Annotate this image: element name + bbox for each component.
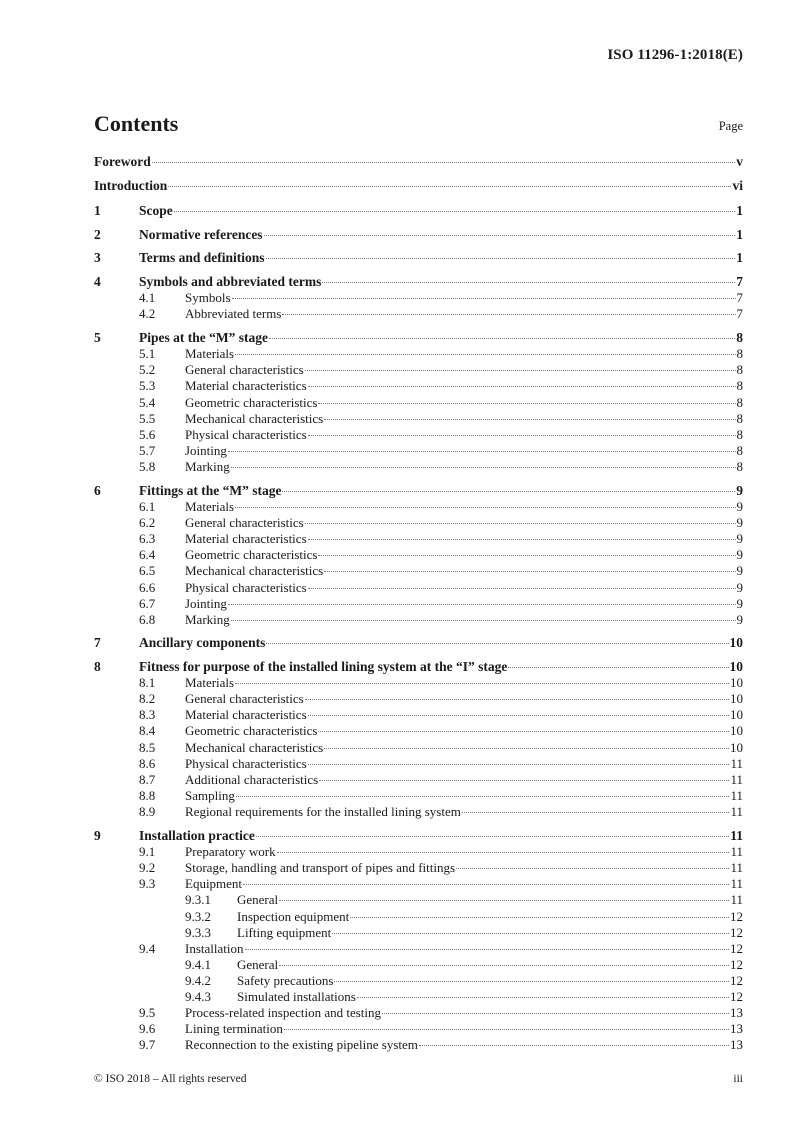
toc-entry-title[interactable]: Physical characteristics xyxy=(185,427,307,442)
toc-entry[interactable] xyxy=(94,772,743,788)
toc-entry-title[interactable]: Simulated installations xyxy=(237,989,356,1004)
dot-leader xyxy=(308,588,736,589)
toc-entry-title[interactable]: General characteristics xyxy=(185,691,304,706)
toc-entry-number: 5.4 xyxy=(139,395,156,410)
toc-entry[interactable] xyxy=(94,860,743,876)
dot-leader xyxy=(243,884,729,885)
toc-entry-page[interactable]: 8 xyxy=(736,459,743,474)
toc-entry[interactable] xyxy=(94,499,743,515)
toc-entry-title[interactable]: Foreword xyxy=(94,154,151,169)
toc-entry-title[interactable]: General characteristics xyxy=(185,515,304,530)
toc-entry[interactable] xyxy=(94,876,743,892)
copyright-footer: © ISO 2018 – All rights reserved xyxy=(94,1073,247,1085)
toc-entry-title[interactable]: Jointing xyxy=(185,596,227,611)
toc-entry-page[interactable]: 11 xyxy=(730,828,743,843)
dot-leader xyxy=(305,370,736,371)
toc-entry-number: 1 xyxy=(94,203,101,218)
toc-entry[interactable] xyxy=(94,290,743,306)
toc-entry[interactable] xyxy=(94,1005,743,1021)
dot-leader xyxy=(264,235,736,236)
dot-leader xyxy=(305,523,736,524)
toc-entry-number: 8 xyxy=(94,659,101,674)
toc-entry-number: 6.1 xyxy=(139,499,156,514)
dot-leader xyxy=(266,258,736,259)
toc-entry-number: 9.3.2 xyxy=(185,909,211,924)
toc-entry-title[interactable]: Pipes at the “M” stage xyxy=(139,330,268,345)
toc-entry-number: 6.5 xyxy=(139,563,156,578)
toc-entry-title[interactable]: Geometric characteristics xyxy=(185,547,318,562)
dot-leader xyxy=(235,354,735,355)
dot-leader xyxy=(308,435,736,436)
toc-entry-number: 8.7 xyxy=(139,772,156,787)
toc-entry[interactable] xyxy=(94,330,743,346)
dot-leader xyxy=(236,796,730,797)
toc-entry-title[interactable]: Physical characteristics xyxy=(185,756,307,771)
toc-entry[interactable] xyxy=(94,227,743,243)
dot-leader xyxy=(235,507,735,508)
dot-leader xyxy=(284,1029,729,1030)
toc-entry-title[interactable]: Sampling xyxy=(185,788,235,803)
toc-entry-number: 8.6 xyxy=(139,756,156,771)
toc-entry-number: 9.3.1 xyxy=(185,892,211,907)
toc-entry-page[interactable]: 8 xyxy=(736,427,743,442)
toc-entry-title[interactable]: Abbreviated terms xyxy=(185,306,282,321)
dot-leader xyxy=(319,780,729,781)
toc-entry-page[interactable]: 10 xyxy=(729,635,743,650)
toc-entry-title[interactable]: Jointing xyxy=(185,443,227,458)
toc-entry-title[interactable]: Lifting equipment xyxy=(237,925,332,940)
toc-entry[interactable] xyxy=(94,941,743,957)
toc-entry-number: 5.7 xyxy=(139,443,156,458)
page-number: iii xyxy=(733,1073,743,1085)
toc-entry-number: 5.2 xyxy=(139,362,156,377)
toc-entry-title[interactable]: Terms and definitions xyxy=(139,250,265,265)
toc-entry-page[interactable]: 10 xyxy=(730,691,743,706)
toc-entry[interactable] xyxy=(94,580,743,596)
toc-entry-page[interactable]: 7 xyxy=(736,274,743,289)
toc-entry-page[interactable]: 12 xyxy=(730,941,743,956)
toc-entry-number: 8.4 xyxy=(139,723,156,738)
toc-entry-page[interactable]: 9 xyxy=(736,563,743,578)
toc-entry-title[interactable]: Mechanical characteristics xyxy=(185,563,324,578)
toc-entry-number: 6 xyxy=(94,483,101,498)
toc-entry-number: 7 xyxy=(94,635,101,650)
toc-entry-number: 5.1 xyxy=(139,346,156,361)
toc-entry[interactable] xyxy=(94,178,743,194)
dot-leader xyxy=(232,298,736,299)
toc-entry-title[interactable]: Materials xyxy=(185,499,235,514)
toc-entry-title[interactable]: Fittings at the “M” stage xyxy=(139,483,282,498)
dot-leader xyxy=(350,917,729,918)
dot-leader xyxy=(235,683,729,684)
toc-entry-number: 5.6 xyxy=(139,427,156,442)
toc-entry-page[interactable]: 9 xyxy=(736,515,743,530)
dot-leader xyxy=(256,836,729,837)
toc-entry-number: 9.7 xyxy=(139,1037,156,1052)
dot-leader xyxy=(308,386,736,387)
dot-leader xyxy=(308,764,730,765)
toc-entry[interactable] xyxy=(94,659,743,675)
dot-leader xyxy=(266,643,728,644)
dot-leader xyxy=(279,900,729,901)
toc-entry-page[interactable]: 12 xyxy=(730,973,743,988)
dot-leader xyxy=(308,715,729,716)
toc-entry[interactable] xyxy=(94,515,743,531)
toc-entry-title[interactable]: Geometric characteristics xyxy=(185,723,318,738)
page-title: Contents xyxy=(94,111,179,136)
dot-leader xyxy=(508,667,728,668)
toc-entry[interactable] xyxy=(94,378,743,394)
toc-entry-number: 6.4 xyxy=(139,547,156,562)
toc-entry-title[interactable]: Material characteristics xyxy=(185,378,307,393)
dot-leader xyxy=(245,949,730,950)
toc-entry-number: 5.3 xyxy=(139,378,156,393)
toc-entry[interactable] xyxy=(94,563,743,579)
toc-entry-number: 8.8 xyxy=(139,788,156,803)
toc-entry-number: 5.5 xyxy=(139,411,156,426)
toc-entry-page[interactable]: 12 xyxy=(730,909,743,924)
toc-entry-number: 9.2 xyxy=(139,860,156,875)
toc-entry[interactable] xyxy=(94,596,743,612)
toc-entry-page[interactable]: 8 xyxy=(736,330,743,345)
toc-entry-title[interactable]: Physical characteristics xyxy=(185,580,307,595)
toc-entry[interactable] xyxy=(94,844,743,860)
toc-entry[interactable] xyxy=(94,362,743,378)
dot-leader xyxy=(318,731,729,732)
toc-entry-page[interactable]: 11 xyxy=(730,876,743,891)
toc-entry-page[interactable]: 12 xyxy=(730,925,743,940)
toc-entry[interactable] xyxy=(94,250,743,266)
toc-entry-title[interactable]: Material characteristics xyxy=(185,531,307,546)
toc-entry-title[interactable]: Normative references xyxy=(139,227,263,242)
toc-entry[interactable] xyxy=(94,427,743,443)
toc-entry-number: 8.9 xyxy=(139,804,156,819)
dot-leader xyxy=(324,571,735,572)
toc-entry-number: 9 xyxy=(94,828,101,843)
toc-entry-page[interactable]: 11 xyxy=(730,788,743,803)
dot-leader xyxy=(282,491,735,492)
toc-entry-number: 8.1 xyxy=(139,675,156,690)
toc-entry[interactable] xyxy=(94,531,743,547)
toc-entry-title[interactable]: General characteristics xyxy=(185,362,304,377)
toc-entry-title[interactable]: General xyxy=(237,892,279,907)
dot-leader xyxy=(357,997,729,998)
toc-entry-page[interactable]: 8 xyxy=(736,362,743,377)
toc-entry-title[interactable]: Preparatory work xyxy=(185,844,276,859)
toc-entry-number: 9.4.1 xyxy=(185,957,211,972)
toc-entry-title[interactable]: Installation xyxy=(185,941,244,956)
toc-entry-title[interactable]: Regional requirements for the installed lining system xyxy=(185,804,461,819)
toc-entry-number: 9.5 xyxy=(139,1005,156,1020)
dot-leader xyxy=(174,211,736,212)
toc-entry-title[interactable]: Material characteristics xyxy=(185,707,307,722)
dot-leader xyxy=(228,604,736,605)
toc-entry-page[interactable]: 1 xyxy=(736,203,743,218)
document-id: ISO 11296-1:2018(E) xyxy=(607,47,743,63)
toc-entry-title[interactable]: Geometric characteristics xyxy=(185,395,318,410)
toc-entry-title[interactable]: Additional characteristics xyxy=(185,772,319,787)
toc-entry-page[interactable]: 10 xyxy=(730,707,743,722)
toc-entry-title[interactable]: Lining termination xyxy=(185,1021,283,1036)
toc-entry-page[interactable]: 8 xyxy=(736,443,743,458)
dot-leader xyxy=(324,748,729,749)
toc-entry-title[interactable]: Reconnection to the existing pipeline system xyxy=(185,1037,418,1052)
toc-entry-title[interactable]: Ancillary components xyxy=(139,635,266,650)
toc-entry-number: 8.2 xyxy=(139,691,156,706)
toc-entry-page[interactable]: 9 xyxy=(736,596,743,611)
toc-entry-title[interactable]: Introduction xyxy=(94,178,168,193)
toc-entry[interactable] xyxy=(94,675,743,691)
toc-entry-page[interactable]: 13 xyxy=(730,1021,743,1036)
dot-leader xyxy=(168,186,731,187)
toc-entry-number: 4.2 xyxy=(139,306,156,321)
toc-entry-title[interactable]: Inspection equipment xyxy=(237,909,350,924)
toc-entry-page[interactable]: 9 xyxy=(736,483,743,498)
dot-leader xyxy=(231,467,736,468)
toc-entry-number: 6.7 xyxy=(139,596,156,611)
toc-entry[interactable] xyxy=(94,1037,743,1053)
toc-entry[interactable] xyxy=(94,459,743,475)
toc-entry-page[interactable]: 7 xyxy=(736,306,743,321)
toc-entry[interactable] xyxy=(94,395,743,411)
dot-leader xyxy=(228,451,736,452)
toc-entry-page[interactable]: 8 xyxy=(736,395,743,410)
dot-leader xyxy=(462,812,730,813)
toc-entry-number: 3 xyxy=(94,250,101,265)
toc-entry[interactable] xyxy=(94,346,743,362)
toc-entry-number: 8.3 xyxy=(139,707,156,722)
toc-entry-page[interactable]: 13 xyxy=(730,1037,743,1052)
toc-entry[interactable] xyxy=(94,989,743,1005)
toc-entry-page[interactable]: 10 xyxy=(729,659,743,674)
toc-entry[interactable] xyxy=(94,443,743,459)
toc-entry-number: 9.3.3 xyxy=(185,925,211,940)
dot-leader xyxy=(269,338,735,339)
toc-entry-title[interactable]: Materials xyxy=(185,346,235,361)
dot-leader xyxy=(305,699,729,700)
toc-entry[interactable] xyxy=(94,306,743,322)
toc-entry[interactable] xyxy=(94,723,743,739)
toc-entry-page[interactable]: 11 xyxy=(730,756,743,771)
toc-entry[interactable] xyxy=(94,1021,743,1037)
dot-leader xyxy=(318,403,735,404)
toc-entry[interactable] xyxy=(94,154,743,170)
dot-leader xyxy=(382,1013,729,1014)
toc-entry[interactable] xyxy=(94,483,743,499)
toc-entry-number: 4.1 xyxy=(139,290,156,305)
toc-entry-number: 9.3 xyxy=(139,876,156,891)
dot-leader xyxy=(322,282,735,283)
toc-entry-page[interactable]: 9 xyxy=(736,547,743,562)
toc-entry-title[interactable]: Equipment xyxy=(185,876,243,891)
dot-leader xyxy=(419,1045,729,1046)
toc-entry-page[interactable]: 13 xyxy=(730,1005,743,1020)
toc-entry-number: 9.1 xyxy=(139,844,156,859)
dot-leader xyxy=(308,539,736,540)
dot-leader xyxy=(279,965,729,966)
toc-entry-title[interactable]: Marking xyxy=(185,459,230,474)
dot-leader xyxy=(456,868,729,869)
toc-entry-page[interactable]: 10 xyxy=(730,740,743,755)
toc-entry-title[interactable]: Process-related inspection and testing xyxy=(185,1005,382,1020)
toc-entry-page[interactable]: 12 xyxy=(730,989,743,1004)
toc-entry-title[interactable]: Symbols xyxy=(185,290,231,305)
toc-entry-number: 9.4 xyxy=(139,941,156,956)
toc-entry-number: 6.3 xyxy=(139,531,156,546)
toc-entry-page[interactable]: 7 xyxy=(736,290,743,305)
dot-leader xyxy=(231,620,736,621)
toc-entry-number: 6.6 xyxy=(139,580,156,595)
toc-entry-number: 5 xyxy=(94,330,101,345)
toc-entry-number: 6.2 xyxy=(139,515,156,530)
dot-leader xyxy=(277,852,730,853)
page-column-label: Page xyxy=(718,119,743,133)
toc-entry[interactable] xyxy=(94,740,743,756)
toc-entry-title[interactable]: Symbols and abbreviated terms xyxy=(139,274,322,289)
dot-leader xyxy=(324,419,735,420)
toc-entry-page[interactable]: 8 xyxy=(736,411,743,426)
toc-entry[interactable] xyxy=(94,804,743,820)
toc-entry[interactable] xyxy=(94,957,743,973)
toc-entry-number: 9.4.2 xyxy=(185,973,211,988)
toc-entry-page[interactable]: 8 xyxy=(736,346,743,361)
toc-entry-page[interactable]: 1 xyxy=(736,227,743,242)
toc-entry[interactable] xyxy=(94,828,743,844)
toc-entry-page[interactable]: vi xyxy=(732,178,743,193)
toc-entry-page[interactable]: 8 xyxy=(736,378,743,393)
toc-entry-number: 8.5 xyxy=(139,740,156,755)
toc-entry[interactable] xyxy=(94,973,743,989)
toc-entry-page[interactable]: 10 xyxy=(730,675,743,690)
toc-entry[interactable] xyxy=(94,691,743,707)
toc-entry-title[interactable]: General xyxy=(237,957,279,972)
toc-entry[interactable] xyxy=(94,411,743,427)
toc-entry[interactable] xyxy=(94,635,743,651)
toc-entry[interactable] xyxy=(94,274,743,290)
dot-leader xyxy=(334,981,729,982)
dot-leader xyxy=(282,314,735,315)
toc-entry-page[interactable]: 11 xyxy=(730,804,743,819)
toc-entry-title[interactable]: Materials xyxy=(185,675,235,690)
toc-entry-number: 4 xyxy=(94,274,101,289)
toc-entry[interactable] xyxy=(94,892,743,908)
toc-entry-page[interactable]: 11 xyxy=(730,772,743,787)
toc-entry-page[interactable]: 9 xyxy=(736,580,743,595)
toc-entry[interactable] xyxy=(94,547,743,563)
toc-entry-page[interactable]: 11 xyxy=(730,844,743,859)
toc-entry[interactable] xyxy=(94,925,743,941)
toc-entry-number: 9.4.3 xyxy=(185,989,211,1004)
dot-leader xyxy=(318,555,735,556)
toc-entry[interactable] xyxy=(94,707,743,723)
toc-entry-title[interactable]: Safety precautions xyxy=(237,973,334,988)
toc-entry-page[interactable]: 11 xyxy=(730,892,743,907)
toc-entry-number: 2 xyxy=(94,227,101,242)
toc-entry-title[interactable]: Mechanical characteristics xyxy=(185,411,324,426)
toc-entry-title[interactable]: Installation practice xyxy=(139,828,255,843)
toc-entry-page[interactable]: v xyxy=(736,154,743,169)
toc-entry-title[interactable]: Scope xyxy=(139,203,173,218)
toc-entry-number: 9.6 xyxy=(139,1021,156,1036)
toc-entry-page[interactable]: 12 xyxy=(730,957,743,972)
toc-entry-page[interactable]: 10 xyxy=(730,723,743,738)
toc-entry[interactable] xyxy=(94,909,743,925)
toc-entry-number: 5.8 xyxy=(139,459,156,474)
toc-entry-title[interactable]: Mechanical characteristics xyxy=(185,740,324,755)
toc-entry-number: 6.8 xyxy=(139,612,156,627)
toc-entry[interactable] xyxy=(94,788,743,804)
toc-entry-title[interactable]: Storage, handling and transport of pipes and fittings xyxy=(185,860,456,875)
toc-entry-page[interactable]: 9 xyxy=(736,531,743,546)
dot-leader xyxy=(152,162,736,163)
toc-entry-page[interactable]: 1 xyxy=(736,250,743,265)
toc-entry-page[interactable]: 9 xyxy=(736,612,743,627)
toc-entry-title[interactable]: Marking xyxy=(185,612,230,627)
dot-leader xyxy=(332,933,729,934)
toc-entry[interactable] xyxy=(94,203,743,219)
toc-entry[interactable] xyxy=(94,756,743,772)
toc-entry-title[interactable]: Fitness for purpose of the installed lining system at the “I” stage xyxy=(139,659,508,674)
toc-entry[interactable] xyxy=(94,612,743,628)
toc-entry-page[interactable]: 11 xyxy=(730,860,743,875)
toc-entry-page[interactable]: 9 xyxy=(736,499,743,514)
